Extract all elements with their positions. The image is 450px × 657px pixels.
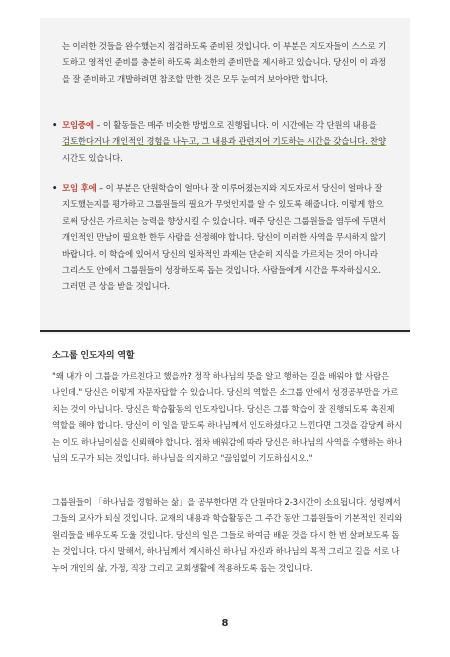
bullet-dot: • [52, 120, 58, 130]
text-line: 도하고 영적인 준비를 충분히 하도록 최소한의 준비만을 제시하고 있습니다. 당신이 이 과정 [62, 57, 386, 68]
bullet-text: – 이 활동들은 매주 비슷한 방법으로 진행됩니다. 이 시간에는 각 단원의 내용을 [93, 120, 377, 130]
text-line: 그러면 큰 상을 받을 것입니다. [62, 281, 170, 292]
text-line: 는 것입니다. 다시 말해서, 하나님께서 계시하신 하나님 자신과 하나님의 목적 그리고 길을 서로 나 [52, 546, 400, 557]
bullet-dot: • [52, 183, 58, 193]
role-paragraph [52, 368, 402, 466]
text-line: 바랍니다. 이 학습에 있어서 당신의 일차적인 과제는 단순히 지식을 가르치는 것이 아니라 [62, 248, 378, 259]
text-line: 원리들을 배우도록 도울 것입니다. 당신의 일은 그들로 하여금 배운 것을 다시 한 번 살펴보도록 돕 [52, 529, 400, 540]
text-line: 역할을 해야 합니다. 당신이 이 일을 맡도록 하나님께서 인도하셨다고 느낀다면 그것을 감당케 하시 [52, 420, 402, 431]
text-line: 누어 개인의 삶, 가정, 직장 그리고 교회생활에 적용하도록 돕는 것입니다. [52, 562, 313, 573]
bullet-lead: 모임중에 [62, 120, 94, 130]
text-line [62, 180, 397, 196]
text-line: 그룹원들이 「하나님을 경험하는 삶」을 공부한다면 각 단원마다 2-3시간이 소요됩니다. 성령께서 [52, 497, 401, 507]
text-line: 개인적인 만남이 필요한 한두 사람을 선정해야 합니다. 당신이 이러한 사역을 무시하지 않기 [62, 232, 386, 243]
text-line: 나인데." 당신은 이렇게 자문자답할 수 있습니다. 당신의 역할은 소그룹 안에서 성경공부만을 가르 [52, 387, 399, 398]
text-line: 지도했는지를 평가하고 그룹원들의 필요가 무엇인지를 알 수 있도록 해줍니다. 이렇게 함으 [62, 199, 384, 210]
intro-paragraph [62, 38, 392, 87]
text-line [62, 117, 397, 133]
text-line: 는 이도 하나님이심을 신뢰해야 합니다. 점차 배워감에 따라 당신은 하나님의 사역을 수행하는 하나 [52, 436, 402, 447]
text-line: 로써 당신은 가르치는 능력을 향상시킬 수 있습니다. 매주 당신은 그룹원들을 염두에 두면서 [62, 215, 386, 226]
bullet-after-meeting [52, 180, 397, 295]
text-line: 그들의 교사가 되실 것입니다. 교재의 내용과 학습활동은 그 주간 동안 그룹원들이 기본적인 진리와 [52, 513, 402, 524]
page-number: 8 [221, 618, 229, 629]
text-line: 치는 것이 아닙니다. 당신은 학습활동의 인도자입니다. 당신은 그룹 학습이 잘 진행되도록 촉진제 [52, 403, 395, 414]
section-divider [40, 330, 410, 332]
bullet-during-meeting [52, 117, 397, 166]
text-line: 그리스도 안에서 그룹원들이 성장하도록 돕는 것입니다. 사람들에게 시간을 투자하십시오. [62, 265, 381, 276]
text-line: 을 잘 준비하고 개발하려면 참조할 만한 것은 모두 눈여겨 보아야만 합니다. [62, 73, 328, 84]
section-heading: 소그룹 인도자의 역할 [52, 351, 135, 361]
bullet-text: – 이 부분은 단원학습이 얼마나 잘 이루어졌는지와 지도자로서 당신이 얼마나 잘 [96, 183, 383, 193]
text-line: 검토한다거나 개인적인 경험을 나누고, 그 내용과 관련지어 기도하는 시간을 갖습니다. 찬양 [62, 136, 386, 147]
closing-paragraph [52, 494, 402, 576]
text-line: 시간도 있습니다. [62, 152, 123, 163]
bullet-lead: 모임 후에 [62, 183, 97, 193]
text-line: 는 이러한 것들을 완수했는지 점검하도록 준비된 것입니다. 이 부분은 지도자들이 스스로 기 [62, 41, 386, 51]
text-line: "왜 내가 이 그룹을 가르친다고 했을까? 정작 하나님의 뜻을 알고 행하는 길을 배워야 할 사람은 [52, 371, 389, 381]
text-line: 님의 도구가 되는 것입니다. 하나님을 의지하고 "끊임없이 기도하십시오." [52, 453, 313, 464]
